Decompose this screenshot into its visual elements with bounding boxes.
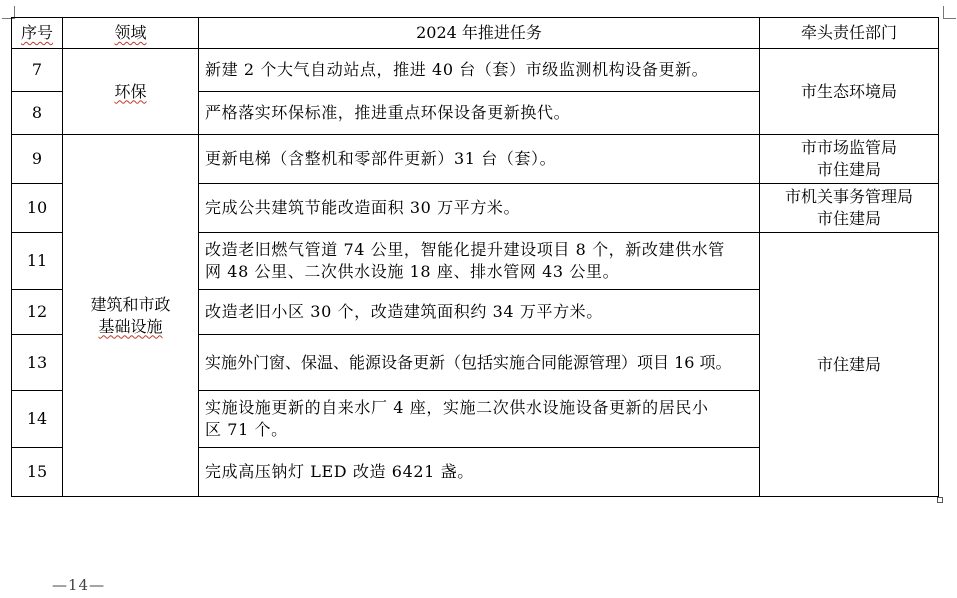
task-cell: 完成高压钠灯 LED 改造 6421 盏。	[199, 448, 760, 497]
row-index: 15	[12, 448, 63, 497]
task-cell: 完成公共建筑节能改造面积 30 万平方米。	[199, 184, 760, 233]
task-line1: 改造老旧燃气管道 74 公里，智能化提升建设项目 8 个，新改建供水管	[205, 240, 725, 259]
row-index: 9	[12, 135, 63, 184]
task-cell: 实施外门窗、保温、能源设备更新（包括实施合同能源管理）项目 16 项。	[199, 335, 760, 391]
table-row	[12, 49, 939, 92]
dept-line2: 市住建局	[816, 209, 881, 228]
task-cell: 严格落实环保标准，推进重点环保设备更新换代。	[199, 92, 760, 135]
task-cell: 新建 2 个大气自动站点，推进 40 台（套）市级监测机构设备更新。	[199, 49, 760, 92]
task-cell: 更新电梯（含整机和零部件更新）31 台（套）。	[199, 135, 760, 184]
dept-line1: 市机关事务管理局	[784, 187, 913, 206]
field-label-line2: 基础设施	[98, 316, 163, 336]
task-line2: 区 71 个。	[205, 420, 288, 439]
page-corner-mark	[943, 6, 956, 19]
task-cell: 改造老旧小区 30 个，改造建筑面积约 34 万平方米。	[199, 290, 760, 335]
header-task: 2024 年推进任务	[199, 18, 760, 49]
row-index: 10	[12, 184, 63, 233]
page-number: —14—	[52, 576, 106, 594]
dept-cell-eco: 市生态环境局	[760, 49, 939, 135]
dept-line1: 市市场监管局	[800, 138, 897, 157]
dept-cell	[760, 184, 939, 233]
dept-line2: 市住建局	[816, 160, 881, 179]
header-dept: 牵头责任部门	[760, 18, 939, 49]
header-field: 领域	[63, 18, 199, 49]
field-label-line1: 建筑和市政	[90, 294, 171, 314]
task-cell	[199, 391, 760, 448]
row-index: 12	[12, 290, 63, 335]
row-index: 7	[12, 49, 63, 92]
task-line1: 实施设施更新的自来水厂 4 座，实施二次供水设施设备更新的居民小	[205, 398, 709, 417]
table-header-row	[12, 18, 939, 49]
row-index: 8	[12, 92, 63, 135]
table-resize-handle[interactable]	[937, 497, 943, 503]
task-cell	[199, 233, 760, 290]
task-table	[11, 17, 939, 497]
row-index: 14	[12, 391, 63, 448]
table-row	[12, 135, 939, 184]
dept-cell	[760, 135, 939, 184]
dept-cell-housing: 市住建局	[760, 233, 939, 497]
task-line2: 网 48 公里、二次供水设施 18 座、排水管网 43 公里。	[205, 262, 620, 281]
row-index: 13	[12, 335, 63, 391]
field-cell-building	[63, 135, 199, 497]
header-index: 序号	[12, 18, 63, 49]
field-cell-env: 环保	[63, 49, 199, 135]
row-index: 11	[12, 233, 63, 290]
